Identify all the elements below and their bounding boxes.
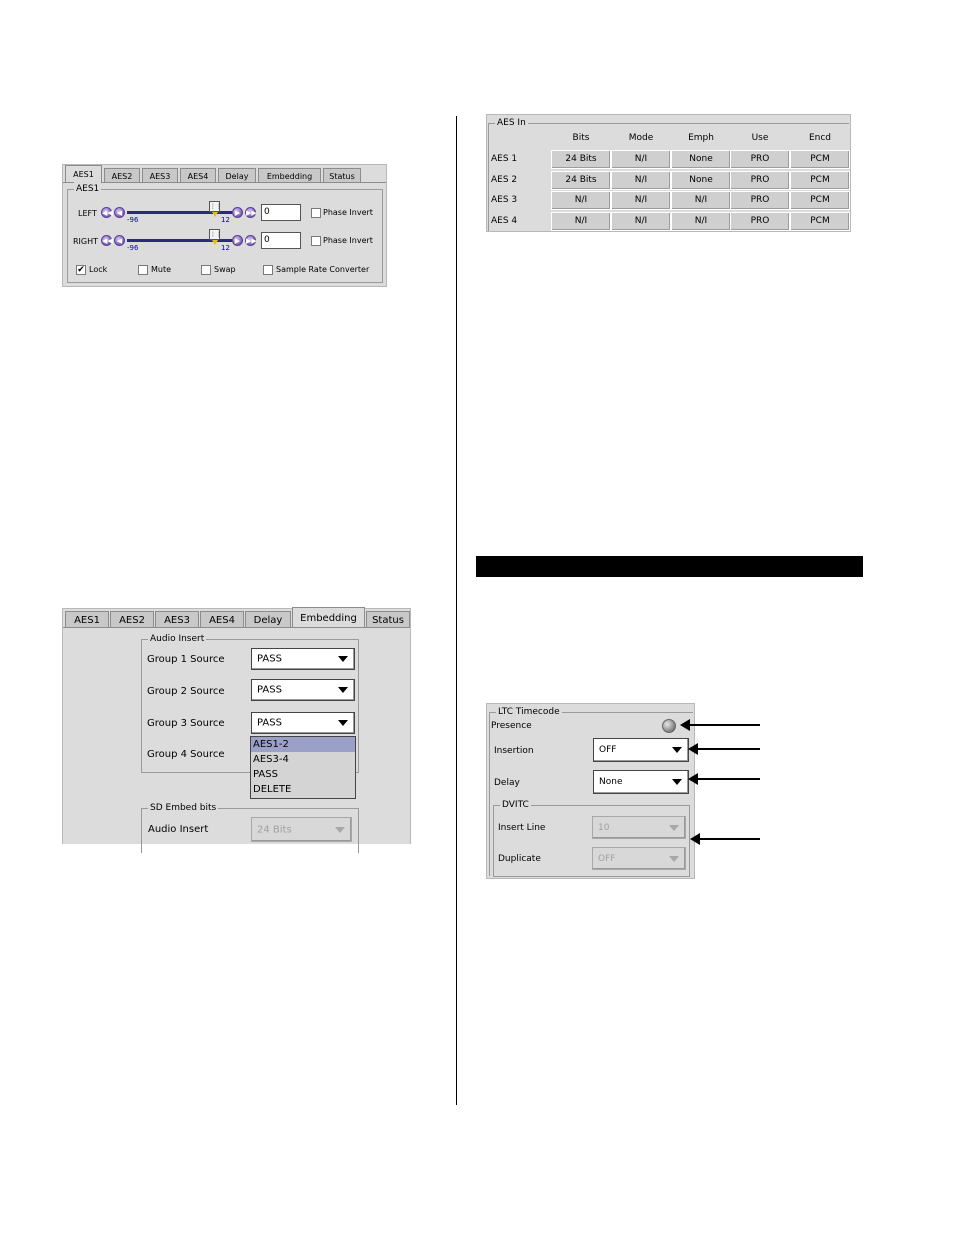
row-label-aes4: AES 4 bbox=[491, 215, 518, 226]
embed-tab-aes3[interactable]: AES3 bbox=[155, 611, 199, 628]
tab-divider bbox=[63, 627, 410, 628]
presence-label: Presence bbox=[491, 721, 532, 731]
right-phase-invert-label: Phase Invert bbox=[323, 236, 373, 245]
aes-tab-aes1[interactable]: AES1 bbox=[65, 165, 102, 183]
right-slider-thumb[interactable]: ⋮⋮ bbox=[210, 231, 222, 238]
table-cell: None bbox=[671, 171, 731, 190]
aes-tab-delay[interactable]: Delay bbox=[218, 168, 256, 183]
embed-tab-aes1[interactable]: AES1 bbox=[65, 611, 109, 628]
swap-label: Swap bbox=[214, 265, 236, 274]
table-cell: N/I bbox=[671, 191, 731, 210]
table-cell: 24 Bits bbox=[551, 150, 611, 169]
table-cell: PRO bbox=[730, 150, 790, 169]
chevron-down-icon bbox=[672, 779, 682, 785]
left-step-back-button[interactable]: ◀ bbox=[114, 207, 125, 218]
table-cell: N/I bbox=[551, 191, 611, 210]
table-cell: N/I bbox=[551, 212, 611, 231]
table-cell: PCM bbox=[790, 171, 850, 190]
sample-rate-converter-label: Sample Rate Converter bbox=[276, 265, 370, 274]
sd-embed-bits-title: SD Embed bits bbox=[150, 803, 217, 813]
aes-in-panel bbox=[486, 114, 851, 232]
chevron-down-icon bbox=[669, 825, 679, 831]
table-cell: PRO bbox=[730, 191, 790, 210]
column-header-encd: Encd bbox=[808, 133, 832, 143]
embed-tab-status[interactable]: Status bbox=[366, 611, 410, 628]
table-cell: PRO bbox=[730, 212, 790, 231]
ltc-timecode-title: LTC Timecode bbox=[498, 707, 560, 717]
insertion-label: Insertion bbox=[494, 746, 534, 756]
table-cell: N/I bbox=[671, 212, 731, 231]
mute-checkbox[interactable] bbox=[138, 265, 148, 275]
lock-checkbox[interactable]: ✔ bbox=[77, 265, 85, 275]
chevron-down-icon bbox=[338, 687, 348, 693]
table-cell: 24 Bits bbox=[551, 171, 611, 190]
right-slider-pointer bbox=[212, 240, 218, 245]
table-cell: None bbox=[671, 150, 731, 169]
group-4-source-label: Group 4 Source bbox=[147, 749, 225, 760]
presence-indicator-icon bbox=[662, 719, 676, 733]
dropdown-option-pass[interactable]: PASS bbox=[253, 769, 278, 780]
callout-arrow-delay bbox=[696, 778, 760, 780]
delay-value: None bbox=[599, 777, 623, 787]
right-min-value: -96 bbox=[127, 244, 139, 252]
chevron-down-icon bbox=[669, 856, 679, 862]
group-1-source-label: Group 1 Source bbox=[147, 654, 225, 665]
sd-audio-insert-select[interactable] bbox=[251, 817, 352, 842]
right-level-input[interactable] bbox=[261, 232, 301, 249]
left-level-input[interactable] bbox=[261, 204, 301, 221]
embed-tab-aes4[interactable]: AES4 bbox=[200, 611, 244, 628]
right-fast-forward-button[interactable]: ▶▶ bbox=[246, 237, 257, 245]
dropdown-option-delete[interactable]: DELETE bbox=[253, 784, 292, 795]
table-cell: N/I bbox=[611, 171, 671, 190]
embed-tab-embedding[interactable]: Embedding bbox=[292, 607, 365, 628]
duplicate-label: Duplicate bbox=[498, 854, 541, 864]
dropdown-option-aes1-2[interactable]: AES1-2 bbox=[251, 737, 355, 752]
insert-line-value: 10 bbox=[598, 822, 610, 833]
lock-label: Lock bbox=[89, 265, 108, 274]
group-2-source-label: Group 2 Source bbox=[147, 686, 225, 697]
aes-tab-aes4[interactable]: AES4 bbox=[180, 168, 216, 183]
callout-arrow-presence bbox=[688, 724, 760, 726]
sd-audio-insert-value: 24 Bits bbox=[257, 824, 292, 835]
sample-rate-converter-checkbox[interactable] bbox=[263, 265, 273, 275]
insertion-value: OFF bbox=[599, 745, 617, 755]
dropdown-option-aes3-4[interactable]: AES3-4 bbox=[253, 754, 289, 765]
insert-line-label: Insert Line bbox=[498, 823, 546, 833]
delay-select[interactable] bbox=[593, 770, 689, 794]
chevron-down-icon bbox=[338, 656, 348, 662]
left-phase-invert-label: Phase Invert bbox=[323, 208, 373, 217]
dvitc-title: DVITC bbox=[502, 800, 529, 810]
aes1-panel bbox=[62, 164, 387, 287]
row-label-aes1: AES 1 bbox=[491, 154, 518, 164]
duplicate-select[interactable] bbox=[592, 847, 686, 870]
row-label-aes2: AES 2 bbox=[491, 174, 518, 185]
embed-tab-aes2[interactable]: AES2 bbox=[110, 611, 154, 628]
left-level-value: 0 bbox=[264, 207, 270, 217]
ltc-timecode-panel bbox=[486, 703, 695, 879]
embed-tab-delay[interactable]: Delay bbox=[245, 611, 291, 628]
right-step-back-button[interactable]: ◀ bbox=[114, 235, 125, 246]
chevron-down-icon bbox=[672, 747, 682, 753]
aes-in-title: AES In bbox=[497, 118, 526, 128]
right-phase-invert-checkbox[interactable] bbox=[311, 236, 321, 246]
tab-divider bbox=[63, 182, 386, 183]
aes-tab-status[interactable]: Status bbox=[323, 168, 361, 183]
group-1-source-select[interactable] bbox=[251, 648, 355, 670]
swap-checkbox[interactable] bbox=[201, 265, 211, 275]
left-slider-pointer bbox=[212, 212, 218, 217]
sd-audio-insert-label: Audio Insert bbox=[148, 824, 209, 835]
right-max-value: 12 bbox=[221, 244, 230, 252]
column-header-bits: Bits bbox=[572, 133, 590, 143]
table-cell: N/I bbox=[611, 150, 671, 169]
aes-tab-aes3[interactable]: AES3 bbox=[142, 168, 178, 183]
mute-label: Mute bbox=[151, 265, 172, 274]
row-label-aes3: AES 3 bbox=[491, 195, 518, 205]
left-fast-forward-button[interactable]: ▶▶ bbox=[246, 209, 257, 217]
table-cell: PCM bbox=[790, 191, 850, 210]
left-slider-thumb[interactable]: ⋮⋮ bbox=[210, 203, 222, 210]
left-phase-invert-checkbox[interactable] bbox=[311, 208, 321, 218]
group-2-source-select[interactable] bbox=[251, 679, 355, 701]
aes-tab-embedding[interactable]: Embedding bbox=[258, 168, 321, 183]
group-3-source-label: Group 3 Source bbox=[147, 718, 225, 729]
duplicate-value: OFF bbox=[598, 853, 616, 864]
group-3-source-select[interactable] bbox=[251, 712, 355, 734]
group-1-source-value: PASS bbox=[257, 653, 282, 665]
right-step-forward-button[interactable]: ▶ bbox=[232, 235, 243, 246]
left-label: LEFT bbox=[78, 209, 97, 218]
insertion-select[interactable] bbox=[593, 738, 689, 762]
right-label: RIGHT bbox=[73, 237, 99, 246]
table-cell: PCM bbox=[790, 212, 850, 231]
right-fast-rewind-button[interactable]: ◀◀ bbox=[102, 237, 113, 245]
column-header-mode: Mode bbox=[628, 133, 654, 143]
left-max-value: 12 bbox=[221, 216, 230, 224]
group-3-source-dropdown bbox=[250, 736, 356, 799]
section-header-bar bbox=[476, 556, 863, 577]
chevron-down-icon bbox=[335, 827, 345, 833]
table-cell: PRO bbox=[730, 171, 790, 190]
embedding-panel bbox=[62, 608, 411, 844]
insert-line-select[interactable] bbox=[592, 816, 686, 839]
callout-arrow-insertion bbox=[696, 748, 760, 750]
column-header-use: Use bbox=[751, 133, 769, 143]
aes1-group-title: AES1 bbox=[76, 184, 100, 194]
left-fast-rewind-button[interactable]: ◀◀ bbox=[102, 209, 113, 217]
group-3-source-value: PASS bbox=[257, 717, 282, 729]
delay-label: Delay bbox=[494, 778, 520, 788]
table-cell: PCM bbox=[790, 150, 850, 169]
left-min-value: -96 bbox=[127, 216, 139, 224]
table-cell: N/I bbox=[611, 191, 671, 210]
column-divider bbox=[456, 116, 457, 1105]
aes-tab-aes2[interactable]: AES2 bbox=[104, 168, 140, 183]
callout-arrow-dvitc bbox=[698, 838, 760, 840]
table-cell: N/I bbox=[611, 212, 671, 231]
group-2-source-value: PASS bbox=[257, 684, 282, 696]
left-step-forward-button[interactable]: ▶ bbox=[232, 207, 243, 218]
chevron-down-icon bbox=[338, 720, 348, 726]
audio-insert-title: Audio Insert bbox=[150, 634, 205, 644]
right-level-value: 0 bbox=[264, 235, 270, 245]
column-header-emph: Emph bbox=[688, 133, 714, 143]
